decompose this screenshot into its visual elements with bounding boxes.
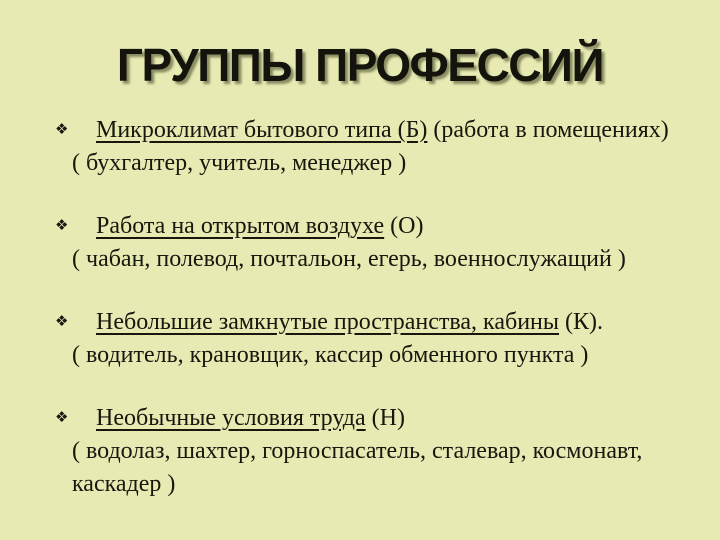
group-examples: ( водолаз, шахтер, горноспасатель, сталевар, космонавт, каскадер ) — [72, 437, 643, 497]
group-name-underlined: Работа на открытом воздухе — [96, 212, 385, 239]
group-code-and-note: (К). — [559, 308, 604, 335]
group-code-and-note: (О) — [384, 212, 424, 239]
group-examples: ( водитель, крановщик, кассир обменного пункта ) — [72, 341, 589, 368]
group-examples: ( бухгалтер, учитель, менеджер ) — [72, 149, 407, 176]
profession-group-item-unusual — [0, 402, 720, 501]
group-name-underlined: Микроклимат бытового типа (Б) — [96, 116, 428, 143]
profession-groups-list — [0, 114, 720, 501]
profession-group-item-domestic — [0, 114, 720, 180]
profession-group-item-outdoor — [0, 210, 720, 276]
diamond-bullet-icon: ❖ — [55, 215, 69, 234]
slide-title: ГРУППЫ ПРОФЕССИЙ — [116, 39, 604, 91]
profession-group-item-confined — [0, 306, 720, 372]
diamond-bullet-icon: ❖ — [55, 407, 69, 426]
group-name-line — [72, 306, 708, 339]
group-name-line — [72, 114, 708, 147]
group-examples: ( чабан, полевод, почтальон, егерь, военнослужащий ) — [72, 245, 626, 272]
diamond-bullet-icon: ❖ — [55, 119, 69, 138]
group-code-and-note: (работа в помещениях) — [427, 116, 669, 143]
group-name-underlined: Необычные условия труда — [96, 404, 366, 431]
group-code-and-note: (Н) — [365, 404, 405, 431]
group-name-line — [72, 210, 708, 243]
group-name-line — [72, 402, 708, 435]
diamond-bullet-icon: ❖ — [55, 311, 69, 330]
group-name-underlined: Небольшие замкнутые пространства, кабины — [96, 308, 560, 335]
